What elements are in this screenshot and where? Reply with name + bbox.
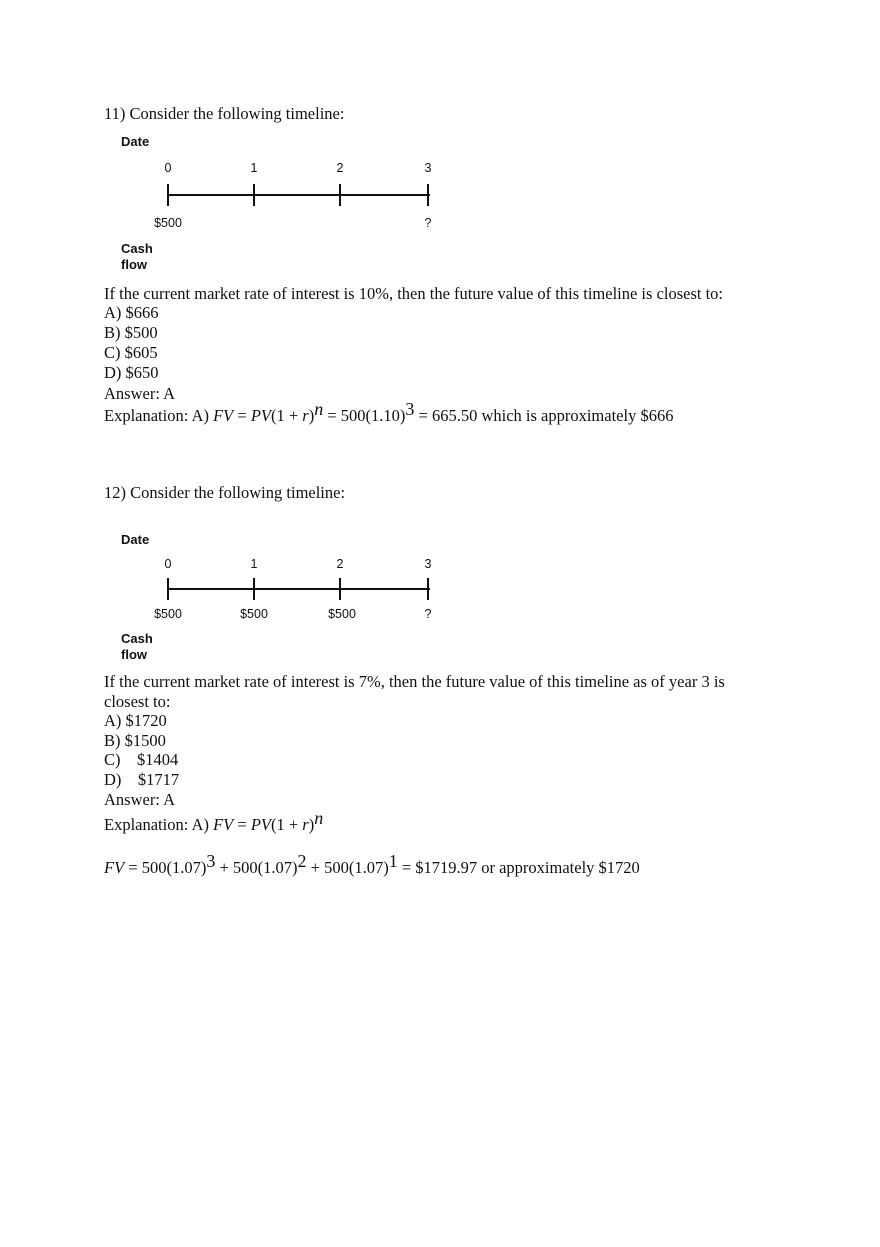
q11-date-label: Date [121, 134, 150, 149]
q12-cashflow-2: $500 [328, 607, 356, 621]
q12-tick-3 [427, 578, 429, 600]
q11-date-0: 0 [164, 161, 172, 175]
q12-tick-2 [339, 578, 341, 600]
q12-option-b: B) $1500 [104, 731, 166, 750]
q11-explanation: Explanation: A) FV = PV(1 + r)n = 500(1.10)3 = 665.50 which is approximately $666 [104, 399, 674, 425]
q12-date-1: 1 [250, 557, 258, 571]
q12-option-c: C) $1404 [104, 750, 179, 769]
q11-answer: Answer: A [104, 384, 176, 403]
q11-cashflow-3: ? [424, 216, 432, 230]
q12-explanation: Explanation: A) FV = PV(1 + r)n [104, 808, 324, 834]
q12-date-2: 2 [336, 557, 344, 571]
q12-cash-label-line1: Cash [121, 631, 153, 646]
q12-answer: Answer: A [104, 790, 176, 809]
q11-option-a: A) $666 [104, 303, 159, 322]
q12-date-label: Date [121, 532, 150, 547]
q12-question-line2: closest to: [104, 692, 171, 711]
q12-axis-line [168, 588, 430, 590]
q11-option-b: B) $500 [104, 323, 158, 342]
q12-cashflow-1: $500 [240, 607, 268, 621]
q12-heading: 12) Consider the following timeline: [104, 483, 346, 502]
q11-question: If the current market rate of interest is 10%, then the future value of this timeline is closest to: [104, 284, 724, 303]
q12-formula: FV = 500(1.07)3 + 500(1.07)2 + 500(1.07)1 = $1719.97 or approximately $1720 [104, 851, 640, 877]
q12-option-d: D) $1717 [104, 770, 180, 789]
q11-date-2: 2 [336, 161, 344, 175]
q12-option-a: A) $1720 [104, 711, 167, 730]
q11-heading: 11) Consider the following timeline: [104, 104, 345, 123]
q12-tick-1 [253, 578, 255, 600]
q11-tick-3 [427, 184, 429, 206]
q11-tick-2 [339, 184, 341, 206]
q12-cashflow-0: $500 [154, 607, 182, 621]
q12-date-3: 3 [424, 557, 432, 571]
q12-date-0: 0 [164, 557, 172, 571]
q11-tick-0 [167, 184, 169, 206]
q11-date-1: 1 [250, 161, 258, 175]
q12-cashflow-3: ? [424, 607, 432, 621]
q11-cashflow-0: $500 [154, 216, 182, 230]
q11-cash-label-line2: flow [121, 257, 147, 272]
q12-cash-label-line2: flow [121, 647, 147, 662]
q12-tick-0 [167, 578, 169, 600]
q11-tick-1 [253, 184, 255, 206]
q11-timeline [118, 130, 448, 280]
q11-option-d: D) $650 [104, 363, 159, 382]
q11-date-3: 3 [424, 161, 432, 175]
q12-question-line1: If the current market rate of interest is 7%, then the future value of this timeline as of year 3 is [104, 672, 725, 691]
q12-cash-label [121, 631, 153, 663]
q12-timeline [118, 528, 448, 678]
q11-cash-label [121, 241, 153, 273]
q11-axis-line [168, 194, 430, 196]
q11-option-c: C) $605 [104, 343, 158, 362]
q11-cash-label-line1: Cash [121, 241, 153, 256]
